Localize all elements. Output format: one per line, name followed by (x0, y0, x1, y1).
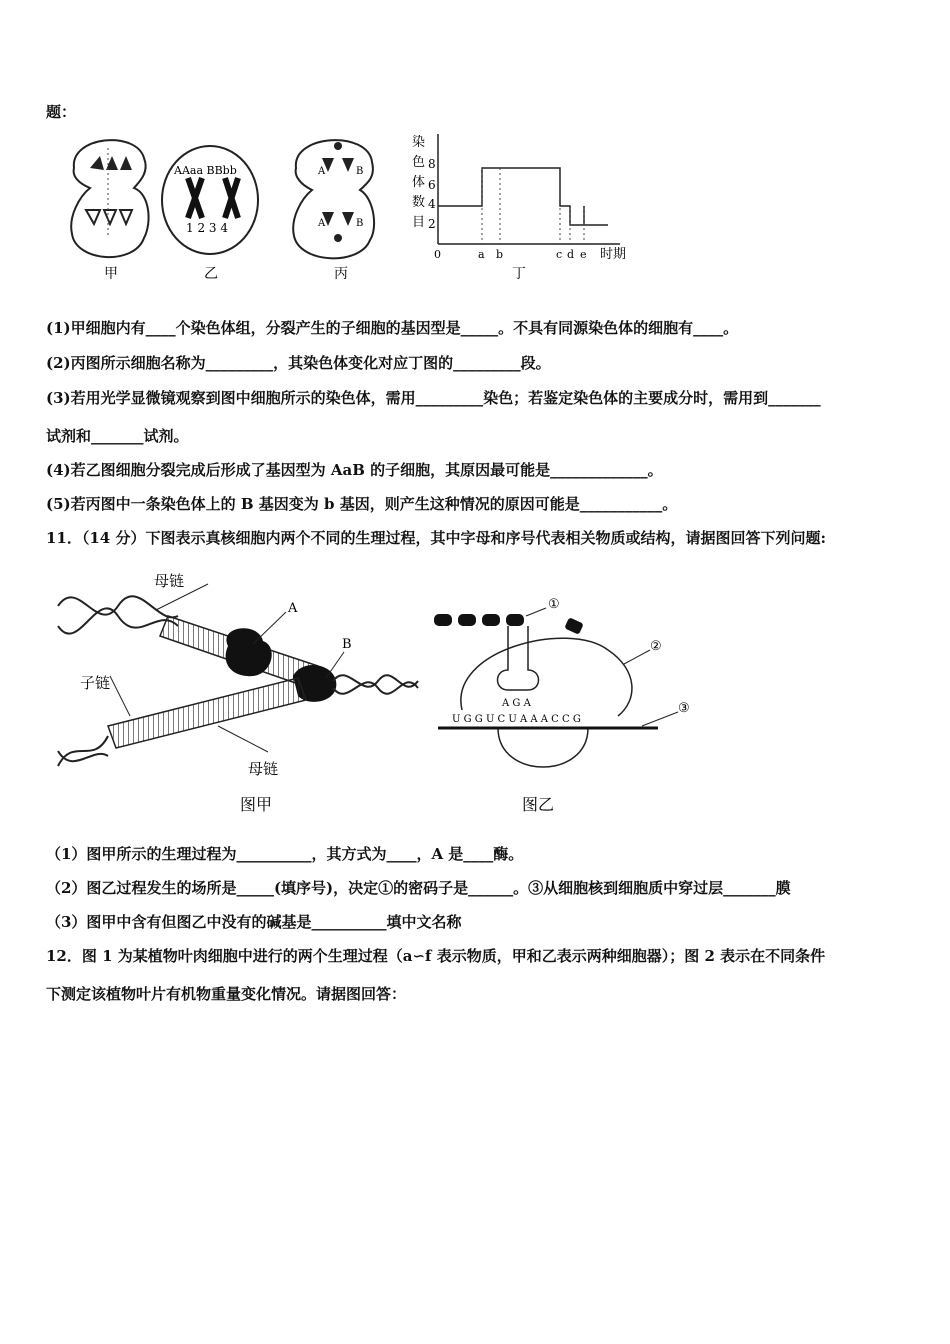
mark-3: ③ (678, 701, 690, 716)
label-B: B (342, 637, 352, 652)
chart-xtick-e: e (580, 248, 587, 261)
chart-series-line (438, 168, 608, 225)
chart-ylabel-char: 目 (412, 215, 426, 230)
bing-B-bottom: B (356, 218, 364, 229)
anticodon: A G A (502, 698, 531, 709)
label-ding: 丁 (512, 266, 526, 282)
label-A: A (288, 601, 298, 616)
bing-A-top: A (318, 166, 326, 177)
label-jia: 甲 (104, 266, 118, 282)
q10-part2: (2)丙图所示细胞名称为_________，其染色体变化对应丁图的_________段。 (46, 354, 551, 372)
chart-ylabel-char: 数 (412, 195, 426, 210)
q11-part2: （2）图乙过程发生的场所是_____(填序号)，决定①的密码子是______。③从细胞核到细胞质中穿过层_______膜 (46, 879, 791, 897)
figure-yi-translation (428, 590, 708, 816)
cell-bing (293, 140, 374, 258)
cell-yi (162, 146, 258, 254)
q10-part4: (4)若乙图细胞分裂完成后形成了基因型为 AaB 的子细胞，其原因最可能是_____________。 (46, 461, 663, 479)
chart-xtick-c: c (556, 248, 563, 261)
chart-ytick-6: 6 (428, 178, 436, 192)
caption-yi: 图乙 (522, 795, 555, 814)
chart-xtick-b: b (496, 248, 504, 261)
q11-part3: （3）图甲中含有但图乙中没有的碱基是__________填中文名称 (46, 913, 462, 931)
chart-ylabel-char: 染 (412, 135, 426, 150)
label-bing: 丙 (334, 266, 348, 282)
chart-ytick-8: 8 (428, 157, 436, 171)
chart-ytick-2: 2 (428, 217, 436, 231)
q11-stem: 11．（14 分）下图表示真核细胞内两个不同的生理过程，其中字母和序号代表相关物质或结构，请据图回答下列问题: (46, 529, 827, 547)
mark-2: ② (650, 639, 662, 654)
chart-xtick-0: 0 (434, 248, 441, 261)
chart-xtick-a: a (478, 248, 485, 261)
label-mother-bottom: 母链 (248, 760, 279, 778)
bing-A-bottom: A (318, 218, 326, 229)
bing-B-top: B (356, 166, 364, 177)
mrna-sequence: U G G U C U A A A C C G (452, 714, 581, 725)
q12-line1: 12．图 1 为某植物叶肉细胞中进行的两个生理过程（a∽f 表示物质，甲和乙表示两种细胞器）；图 2 表示在不同条件 (46, 947, 826, 965)
cell-division-figure (60, 128, 660, 288)
chart-xtick-d: d (567, 248, 575, 261)
yi-genes: AAaa BBbb (174, 164, 237, 177)
q10-part5: (5)若丙图中一条染色体上的 B 基因变为 b 基因，则产生这种情况的原因可能是___________。 (46, 495, 678, 513)
q11-part1: （1）图甲所示的生理过程为__________，其方式为____，A 是____酶。 (46, 845, 524, 863)
chart-ylabel-char: 体 (412, 175, 426, 190)
cell-jia (71, 140, 148, 257)
chart-ytick-4: 4 (428, 197, 436, 211)
mark-1: ① (548, 597, 560, 612)
q10-part1: (1)甲细胞内有____个染色体组，分裂产生的子细胞的基因型是_____。不具有同源染色体的细胞有____。 (46, 319, 739, 337)
chart-xlabel: 时期 (600, 247, 627, 262)
yi-numbers: 1 2 3 4 (186, 221, 228, 235)
label-child: 子链 (80, 674, 111, 692)
q10-part3a: (3)若用光学显微镜观察到图中细胞所示的染色体，需用_________染色；若鉴定染色体的主要成分时，需用到_______ (46, 389, 821, 407)
label-yi: 乙 (204, 266, 218, 282)
chromosome-chart (412, 134, 626, 282)
chart-ylabel-char: 色 (412, 155, 426, 170)
heading: 题： (46, 103, 77, 121)
caption-jia: 图甲 (240, 795, 273, 814)
q12-line2: 下测定该植物叶片有机物重量变化情况。请据图回答： (46, 985, 407, 1003)
q10-part3b: 试剂和_______试剂。 (46, 427, 189, 445)
label-mother-top: 母链 (154, 572, 185, 590)
figure-jia-replication (48, 566, 428, 816)
